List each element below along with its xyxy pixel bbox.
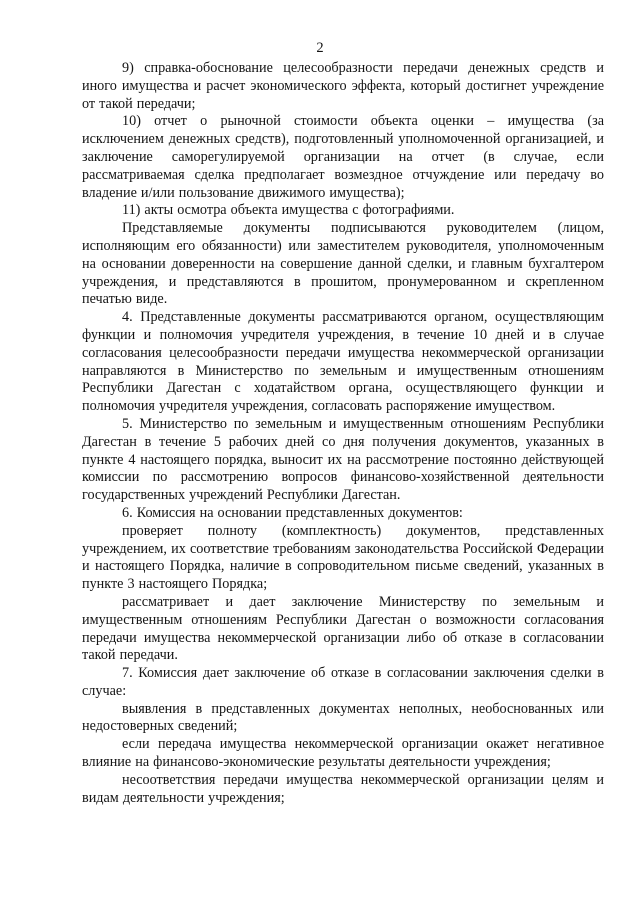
- paragraph-clause-4: 4. Представленные документы рассматриваются органом, осуществляющим функции и полномочия учредителя учреждения, в течение 10 дней и в случае согласования целесообразности передачи имущества некоммерческой организации направляются в Министерство по земельным и имущественным отношениям Республики Дагестан с ходатайством органа, осуществляющего функции и полномочия учредителя учреждения, согласовать распоряжение имуществом.: [82, 309, 604, 415]
- paragraph-clause-7: 7. Комиссия дает заключение об отказе в согласовании заключения сделки в случае:: [82, 665, 604, 699]
- paragraph-clause-7-mismatch: несоответствия передачи имущества некоммерческой организации целям и видам деятельности учреждения;: [82, 771, 604, 806]
- paragraph-clause-7-incomplete: выявления в представленных документах неполных, необоснованных или недостоверных сведений;: [82, 700, 604, 735]
- paragraph-clause-6: 6. Комиссия на основании представленных документов:: [122, 504, 463, 521]
- page-number: 2: [316, 40, 324, 56]
- document-body: [82, 60, 604, 807]
- paragraph-item-10: 10) отчет о рыночной стоимости объекта оценки – имущества (за исключением денежных средств), подготовленный уполномоченной организацией, и заключение саморегулируемой организации на отчет (в случае, если рассматриваемая сделка предполагает возмездное отчуждение или передачу во владение и/или пользование движимого имущества);: [82, 113, 604, 201]
- paragraph-clause-7-negative-impact: если передача имущества некоммерческой организации окажет негативное влияние на финансово-экономические результаты деятельности учреждения;: [82, 736, 604, 771]
- paragraph-clause-5: 5. Министерство по земельным и имущественным отношениям Республики Дагестан в течение 5 рабочих дней со дня получения документов, указанных в пункте 4 настоящего порядка, выносит их на рассмотрение постоянно действующей комиссии по рассмотрению вопросов финансово-хозяйственной деятельности государственных учреждений Республики Дагестан.: [82, 415, 604, 504]
- paragraph-clause-6-check: проверяет полноту (комплектность) документов, представленных учреждением, их соответствие требованиям законодательства Российской Федерации и настоящего Порядка, наличие в сопроводительном письме сведений, указанных в пункте 3 настоящего Порядка;: [82, 522, 604, 593]
- paragraph-signature-requirements: Представляемые документы подписываются руководителем (лицом, исполняющим его обязанности) или заместителем руководителя, уполномоченным на основании доверенности на совершение данной сделки, и главным бухгалтером учреждения, и представляются в прошитом, пронумерованном и скрепленном печатью виде.: [82, 220, 604, 308]
- paragraph-item-11: 11) акты осмотра объекта имущества с фотографиями.: [122, 202, 455, 219]
- paragraph-clause-6-conclusion: рассматривает и дает заключение Министерству по земельным и имущественным отношениям Республики Дагестан о возможности согласования передачи имущества некоммерческой организации либо об отказе в согласовании такой передачи.: [82, 593, 604, 664]
- paragraph-item-9: 9) справка-обоснование целесообразности передачи денежных средств и иного имущества и расчет экономического эффекта, который достигнет учреждение от такой передачи;: [82, 60, 604, 112]
